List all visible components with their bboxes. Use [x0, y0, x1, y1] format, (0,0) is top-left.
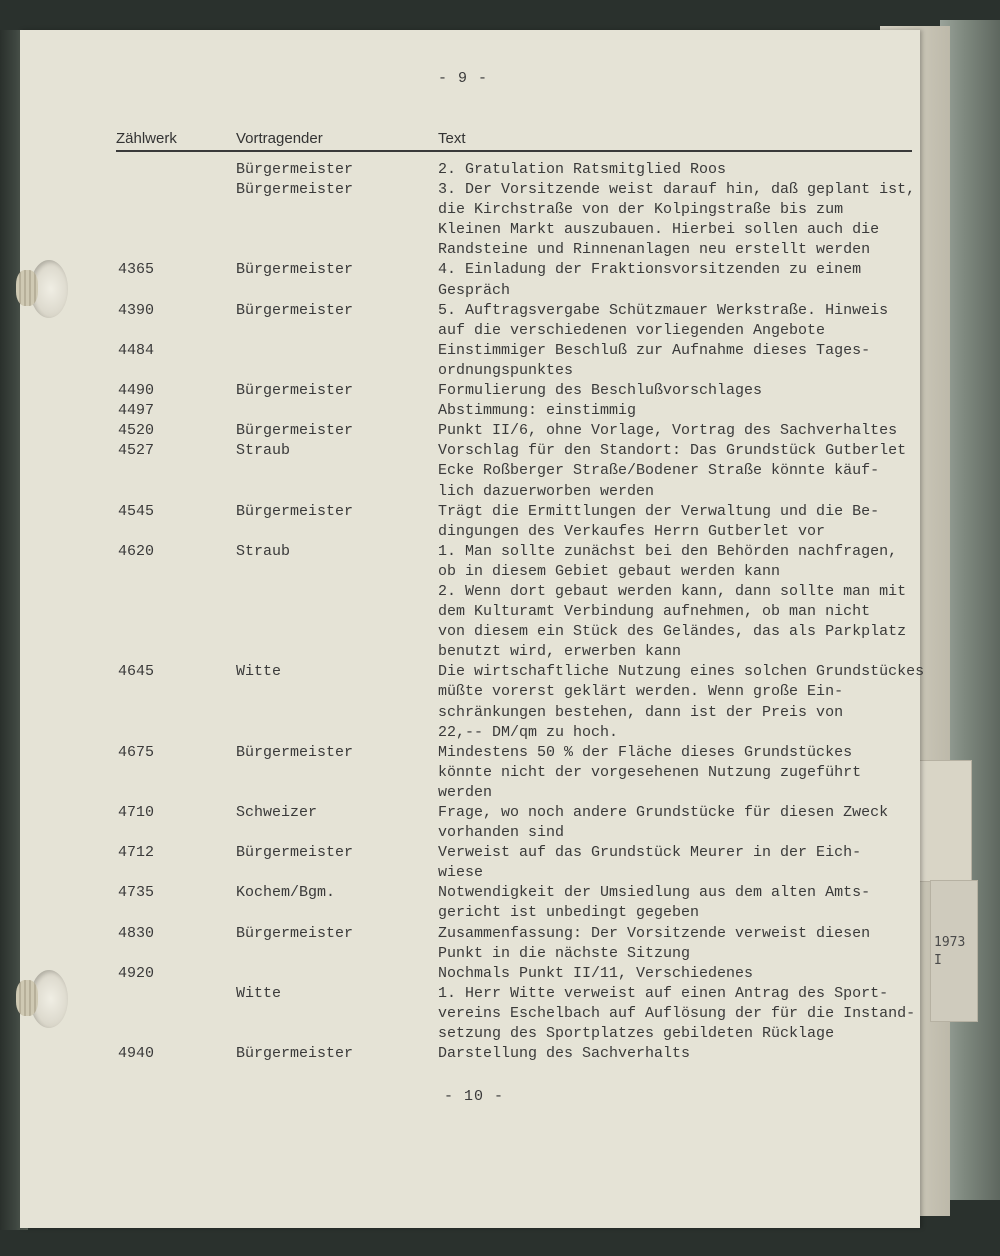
row-text-line: 1. Herr Witte verweist auf einen Antrag des Sport-: [438, 984, 889, 1002]
row-text-line: vorhanden sind: [438, 824, 565, 842]
row-vortragender: Witte: [236, 984, 282, 1002]
table-row: [116, 542, 916, 663]
row-text: [438, 883, 908, 923]
header-rule: [116, 150, 912, 152]
row-zaehlwerk: 4830: [118, 924, 155, 942]
row-text-line: 2. Gratulation Ratsmitglied Roos: [438, 161, 727, 178]
row-zaehlwerk: 4497: [118, 402, 155, 420]
row-zaehlwerk: 4940: [118, 1045, 155, 1063]
header-text: Text: [438, 130, 466, 147]
row-text-line: Mindestens 50 % der Fläche dieses Grundstückes: [438, 743, 853, 761]
side-tab-label: [934, 934, 965, 970]
table-row: [116, 401, 916, 421]
row-text: [438, 421, 908, 441]
side-tab-numeral: I: [934, 953, 942, 968]
row-text-line: Die wirtschaftliche Nutzung eines solchen Grundstückes: [438, 663, 925, 681]
table-row: [116, 421, 916, 441]
row-text: [438, 542, 908, 663]
row-text-line: Punkt II/6, ohne Vorlage, Vortrag des Sachverhaltes: [438, 422, 898, 440]
row-text-line: 1. Man sollte zunächst bei den Behörden nachfragen,: [438, 542, 898, 560]
row-text: [438, 843, 908, 883]
row-vortragender: Bürgermeister: [236, 502, 354, 520]
row-vortragender: Straub: [236, 542, 291, 560]
row-text: [438, 260, 908, 300]
table-row: [116, 341, 916, 381]
row-vortragender: Bürgermeister: [236, 844, 354, 862]
row-text: [438, 441, 908, 501]
row-text: [438, 180, 916, 260]
row-text-line: Notwendigkeit der Umsiedlung aus dem alten Amts-: [438, 884, 871, 902]
row-vortragender: Bürgermeister: [236, 382, 354, 400]
row-text-line: ob in diesem Gebiet gebaut werden kann: [438, 562, 781, 580]
binding-string: [16, 980, 38, 1016]
row-zaehlwerk: 4484: [118, 341, 155, 359]
row-text: [438, 401, 908, 421]
row-vortragender: Bürgermeister: [236, 161, 354, 178]
table-row: [116, 1044, 916, 1064]
row-text-line: Trägt die Ermittlungen der Verwaltung und die Be-: [438, 502, 880, 520]
row-vortragender: Bürgermeister: [236, 422, 354, 440]
table-row: [116, 381, 916, 401]
row-text-line: wiese: [438, 864, 484, 882]
row-text-line: Einstimmiger Beschluß zur Aufnahme dieses Tages-: [438, 341, 871, 359]
row-zaehlwerk: 4920: [118, 964, 155, 982]
row-text-line: Frage, wo noch andere Grundstücke für diesen Zweck: [438, 804, 889, 821]
table-row: [116, 924, 916, 964]
row-text-line: werden: [438, 783, 493, 801]
paper-tab: [918, 760, 972, 882]
row-text-line: ordnungspunktes: [438, 361, 574, 379]
row-text-line: schränkungen bestehen, dann ist der Preis von: [438, 703, 844, 721]
row-zaehlwerk: 4527: [118, 442, 155, 460]
document-page: [20, 30, 925, 1228]
row-text-line: 4. Einladung der Fraktionsvorsitzenden zu einem: [438, 261, 862, 279]
page-number-top: - 9 -: [438, 70, 489, 87]
row-text-line: dingungen des Verkaufes Herrn Gutberlet vor: [438, 522, 826, 540]
header-zaehlwerk: Zählwerk: [116, 130, 177, 147]
row-text-line: Vorschlag für den Standort: Das Grundstück Gutberlet: [438, 442, 907, 460]
page-number-bottom: - 10 -: [444, 1088, 505, 1105]
row-text-line: Zusammenfassung: Der Vorsitzende verweist diesen: [438, 924, 871, 942]
row-text: [438, 160, 908, 180]
row-vortragender: Schweizer: [236, 804, 318, 821]
row-text-line: könnte nicht der vorgesehenen Nutzung zugeführt: [438, 763, 862, 781]
row-text-line: Nochmals Punkt II/11, Verschiedenes: [438, 964, 754, 982]
row-zaehlwerk: 4545: [118, 502, 155, 520]
row-zaehlwerk: 4710: [118, 804, 155, 821]
table-row: [116, 441, 916, 501]
table-row: [116, 984, 916, 1044]
row-text-line: von diesem ein Stück des Geländes, das als Parkplatz: [438, 623, 907, 641]
row-zaehlwerk: 4365: [118, 261, 155, 279]
row-vortragender: Bürgermeister: [236, 743, 354, 761]
row-zaehlwerk: 4645: [118, 663, 155, 681]
row-text: [438, 743, 908, 803]
row-text-line: vereins Eschelbach auf Auflösung der für die Instand-: [438, 1004, 916, 1022]
row-text-line: benutzt wird, erwerben kann: [438, 643, 682, 661]
row-zaehlwerk: 4735: [118, 884, 155, 902]
row-text-line: dem Kulturamt Verbindung aufnehmen, ob man nicht: [438, 603, 871, 621]
row-vortragender: Bürgermeister: [236, 181, 354, 199]
row-text-line: Darstellung des Sachverhalts: [438, 1045, 691, 1063]
row-vortragender: Bürgermeister: [236, 1045, 354, 1063]
row-text-line: 22,-- DM/qm zu hoch.: [438, 723, 619, 741]
row-text-line: die Kirchstraße von der Kolpingstraße bis zum: [438, 201, 844, 219]
table-row: [116, 180, 916, 260]
row-vortragender: Bürgermeister: [236, 924, 354, 942]
row-text: [438, 924, 908, 964]
row-text-line: Ecke Roßberger Straße/Bodener Straße könnte käuf-: [438, 462, 880, 480]
table-row: [116, 160, 916, 180]
side-tab-year: 1973: [934, 935, 966, 950]
row-text: [438, 341, 908, 381]
row-text-line: auf die verschiedenen vorliegenden Angebote: [438, 321, 826, 339]
table-row: [116, 883, 916, 923]
table-row: [116, 502, 916, 542]
row-text-line: 2. Wenn dort gebaut werden kann, dann sollte man mit: [438, 582, 907, 600]
row-vortragender: Bürgermeister: [236, 301, 354, 319]
row-text-line: Verweist auf das Grundstück Meurer in der Eich-: [438, 844, 862, 862]
row-text-line: Kleinen Markt auszubauen. Hierbei sollen auch die: [438, 221, 880, 239]
row-zaehlwerk: 4490: [118, 382, 155, 400]
table-row: [116, 843, 916, 883]
row-vortragender: Kochem/Bgm.: [236, 884, 336, 902]
row-text-line: Abstimmung: einstimmig: [438, 402, 637, 420]
row-text: [438, 502, 908, 542]
table-header: [116, 130, 912, 150]
row-text-line: Gespräch: [438, 281, 511, 299]
minutes-table: [116, 160, 925, 1064]
row-vortragender: Straub: [236, 442, 291, 460]
row-text: [438, 301, 908, 341]
table-row: [116, 662, 925, 742]
row-text-line: lich dazuerworben werden: [438, 482, 655, 500]
row-zaehlwerk: 4620: [118, 542, 155, 560]
row-text-line: Formulierung des Beschlußvorschlages: [438, 382, 763, 400]
row-text-line: gericht ist unbedingt gegeben: [438, 904, 700, 922]
header-vortragender: Vortragender: [236, 130, 323, 147]
binding-string: [16, 270, 38, 306]
row-zaehlwerk: 4675: [118, 743, 155, 761]
row-text: [438, 803, 908, 843]
row-text: [438, 984, 916, 1044]
row-vortragender: Witte: [236, 663, 282, 681]
row-text: [438, 964, 908, 984]
row-text-line: müßte vorerst geklärt werden. Wenn große Ein-: [438, 683, 844, 701]
row-text: [438, 662, 925, 742]
row-zaehlwerk: 4712: [118, 844, 155, 862]
table-row: [116, 964, 916, 984]
row-text: [438, 381, 908, 401]
table-row: [116, 301, 916, 341]
table-row: [116, 803, 916, 843]
row-vortragender: Bürgermeister: [236, 261, 354, 279]
table-row: [116, 260, 916, 300]
row-text-line: Punkt in die nächste Sitzung: [438, 944, 691, 962]
table-row: [116, 743, 916, 803]
row-text-line: Randsteine und Rinnenanlagen neu erstellt werden: [438, 241, 871, 259]
row-text: [438, 1044, 908, 1064]
row-text-line: 3. Der Vorsitzende weist darauf hin, daß geplant ist,: [438, 181, 916, 199]
row-zaehlwerk: 4390: [118, 301, 155, 319]
row-text-line: 5. Auftragsvergabe Schützmauer Werkstraße. Hinweis: [438, 301, 889, 319]
row-zaehlwerk: 4520: [118, 422, 155, 440]
row-text-line: setzung des Sportplatzes gebildeten Rücklage: [438, 1025, 835, 1043]
